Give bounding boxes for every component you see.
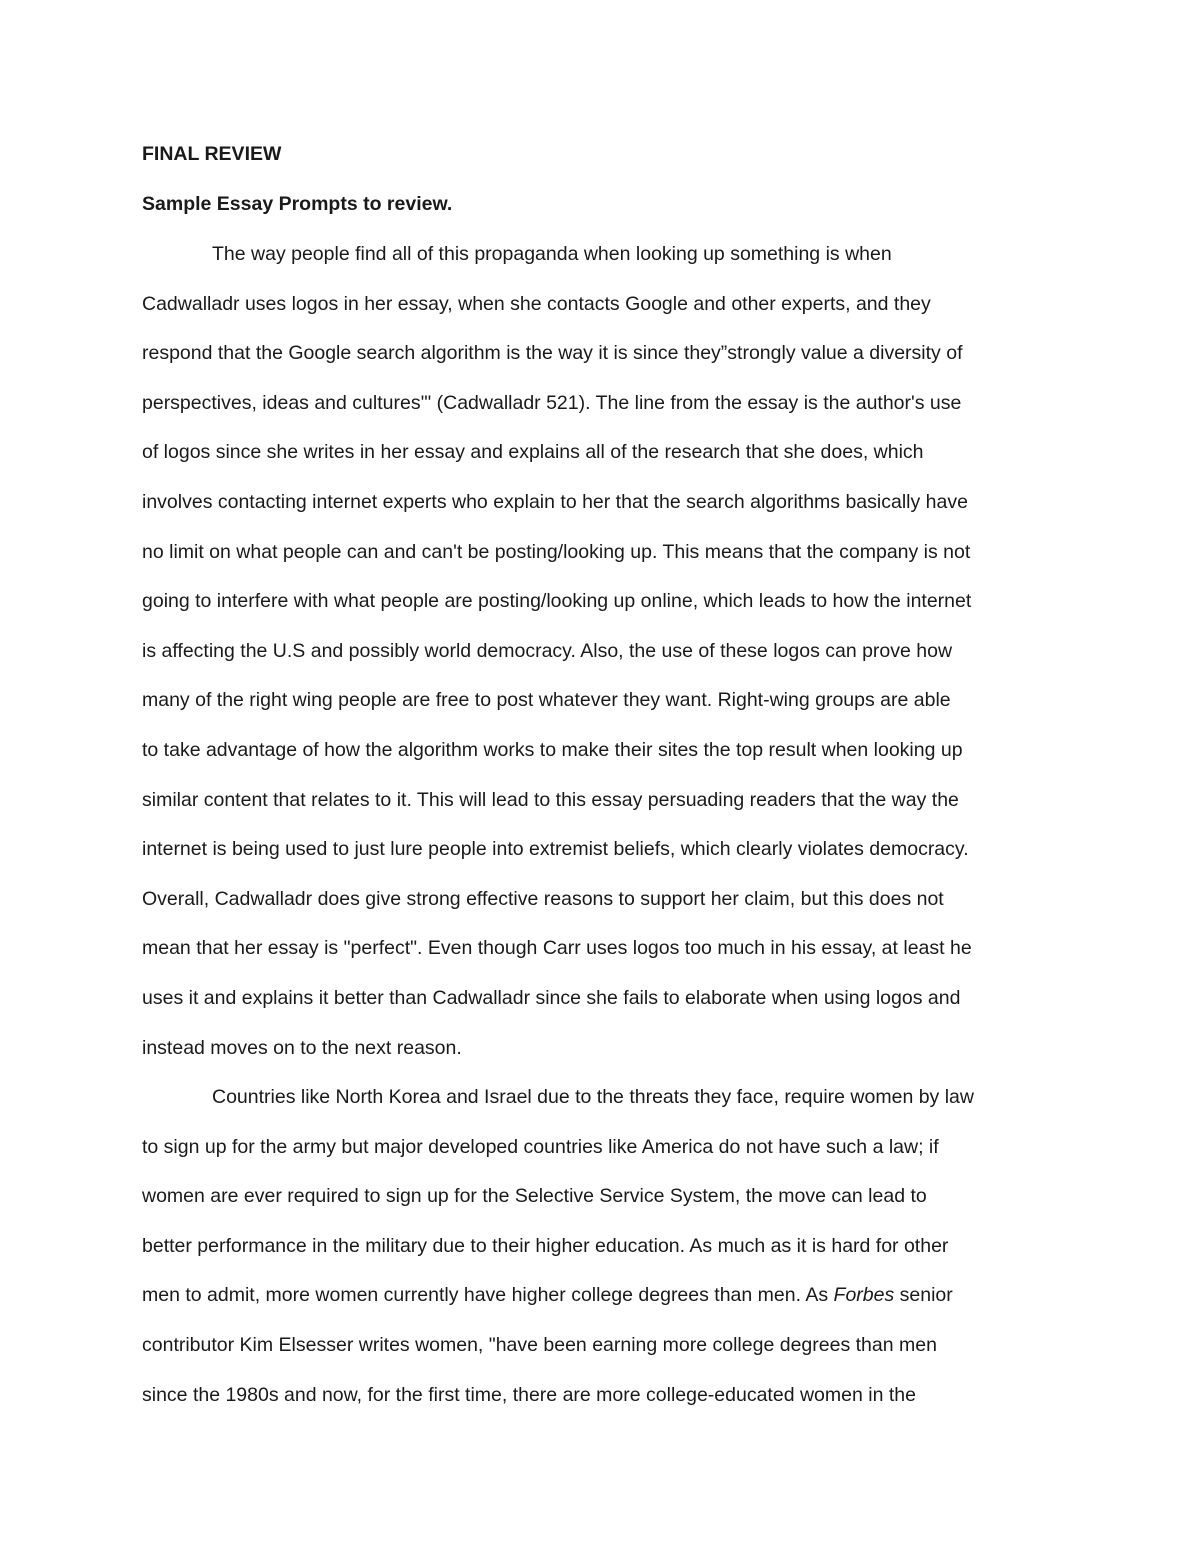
text-line: Cadwalladr uses logos in her essay, when she contacts Google and other experts, and they [142, 292, 931, 315]
text-line: going to interfere with what people are posting/looking up online, which leads to how the internet [142, 590, 972, 613]
document-subtitle: Sample Essay Prompts to review. [142, 193, 453, 215]
text-line: is affecting the U.S and possibly world democracy. Also, the use of these logos can prove how [142, 639, 953, 662]
text-line: uses it and explains it better than Cadwalladr since she fails to elaborate when using logos and [142, 986, 961, 1009]
text-line: to take advantage of how the algorithm works to make their sites the top result when looking up [142, 738, 963, 761]
essay-body [142, 240, 1072, 1430]
text-line: The way people find all of this propaganda when looking up something is when [212, 243, 892, 265]
text-line: similar content that relates to it. This will lead to this essay persuading readers that the way the [142, 788, 959, 811]
text-line: internet is being used to just lure people into extremist beliefs, which clearly violates democracy. [142, 838, 969, 861]
text-line: women are ever required to sign up for the Selective Service System, the move can lead to [142, 1185, 927, 1208]
text-segment: senior [894, 1284, 953, 1307]
publication-name: Forbes [833, 1284, 895, 1307]
paragraph-1 [142, 240, 1072, 1083]
text-line [142, 1281, 1072, 1331]
text-line: of logos since she writes in her essay and explains all of the research that she does, which [142, 441, 924, 464]
text-line: to sign up for the army but major developed countries like America do not have such a law; if [142, 1135, 939, 1158]
text-line: Countries like North Korea and Israel due to the threats they face, require women by law [212, 1086, 974, 1109]
text-line: contributor Kim Elsesser writes women, "have been earning more college degrees than men [142, 1334, 937, 1357]
text-line: instead moves on to the next reason. [142, 1036, 462, 1059]
document-title: FINAL REVIEW [142, 143, 282, 165]
text-line: Overall, Cadwalladr does give strong effective reasons to support her claim, but this does not [142, 887, 944, 910]
paragraph-2 [142, 1083, 1072, 1430]
text-line: mean that her essay is "perfect". Even though Carr uses logos too much in his essay, at least he [142, 937, 972, 960]
text-line: perspectives, ideas and cultures'" (Cadwalladr 521). The line from the essay is the author's use [142, 391, 962, 414]
text-line: many of the right wing people are free to post whatever they want. Right-wing groups are able [142, 689, 951, 712]
text-line: since the 1980s and now, for the first time, there are more college-educated women in the [142, 1383, 916, 1406]
text-line: better performance in the military due to their higher education. As much as it is hard for other [142, 1234, 949, 1257]
text-line: respond that the Google search algorithm is the way it is since they”strongly value a diversity of [142, 342, 963, 365]
text-segment: men to admit, more women currently have higher college degrees than men. As [142, 1284, 834, 1307]
text-line: involves contacting internet experts who explain to her that the search algorithms basically have [142, 490, 968, 513]
text-line: no limit on what people can and can't be posting/looking up. This means that the company is not [142, 540, 971, 563]
